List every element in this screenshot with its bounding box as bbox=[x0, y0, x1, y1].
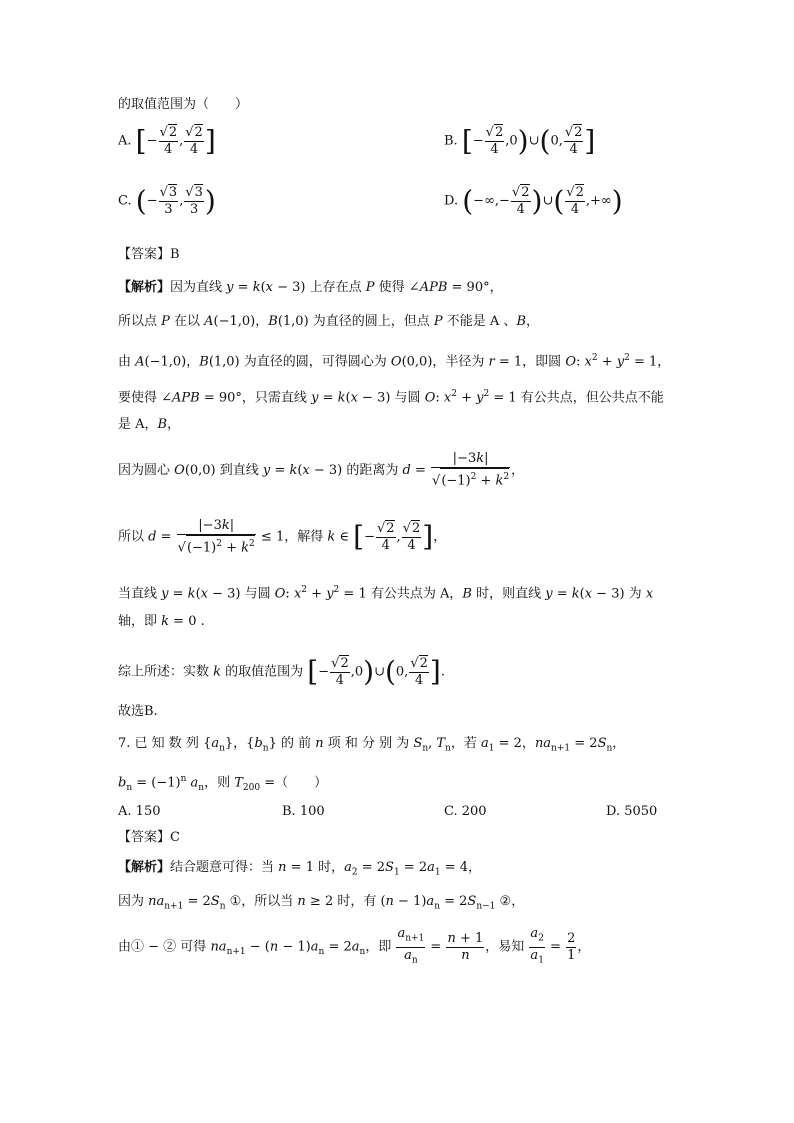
q7-solution-line-2: 因为 $na_{n+1} = 2S_n$ ①，所以当 n ≥ 2 时，有 $(n - 1)a_n = 2S_{n-1}$ ②， bbox=[118, 894, 525, 912]
q6-solution-line-9: 轴，即 k = 0 . bbox=[118, 614, 205, 629]
q7-option-a: A. 150 bbox=[118, 804, 161, 819]
q6-solution-line-4: 要使得 ∠APB = 90°，只需直线 y = k(x − 3) 与圆 O: $x^2 + y^2 = 1$ 有公共点，但公共点不能 bbox=[118, 389, 664, 406]
q6-solution-line-7: 所以 d = $\frac{|-3k|}{√(-1)^2 + k^2}$ ≤ 1，解得 k ∈ [− $\frac{√2}{4}$ , $\frac{√2}{4}$ ]， bbox=[118, 517, 447, 556]
q7-stem: 7. 已 知 数 列 $\{a_n\}$，$\{b_n\}$ 的 前 n 项 和 分 别 为 $S_n$, $T_n$，若 $a_1 = 2$，$na_{n+1} = 2S_n$， bbox=[118, 736, 626, 754]
q6-option-a: A. [− $\frac{√2}{4}$ , $\frac{√2}{4}$ ] bbox=[118, 124, 216, 158]
q6-solution-line-6: 因为圆心 O(0,0) 到直线 y = k(x − 3) 的距离为 d = $\frac{|-3k|}{√(-1)^2 + k^2}$ ， bbox=[118, 451, 525, 489]
q7-option-c: C. 200 bbox=[444, 804, 487, 819]
question-number: 7. bbox=[118, 736, 131, 751]
q7-solution-line-1: 【解析】结合题意可得：当 n = 1 时，$a_2 = 2S_1 = 2a_1 = 4$， bbox=[118, 860, 482, 878]
q6-solution-line-8: 当直线 y = k(x − 3) 与圆 O: $x^2 + y^2 = 1$ 有公共点为 A，B 时，则直线 y = k(x − 3) 为 x bbox=[118, 585, 654, 602]
option-label: C. bbox=[118, 193, 132, 209]
q6-solution-line-11: 故选B. bbox=[118, 704, 158, 719]
q6-solution-line-5: 是 A，B， bbox=[118, 417, 181, 432]
q7-solution-line-3: 由① − ② 可得 $na_{n+1} - (n - 1)a_n = 2a_n$，即 $\frac{a_{n+1}}{a_n}$ = $\frac{n + 1}{n}$ ，易知 $\frac{a_2}{a_1}$ = $\frac{2}{1}$ ， bbox=[118, 926, 591, 966]
q6-answer: 【答案】B bbox=[118, 247, 180, 262]
q6-stem-tail: 的取值范围为（ ） bbox=[118, 97, 249, 112]
q6-option-d: D. (−∞,− $\frac{√2}{4}$ )∪( $\frac{√2}{4}$ ,+∞) bbox=[444, 184, 623, 218]
q7-answer: 【答案】C bbox=[118, 830, 180, 845]
solution-head: 【解析】 bbox=[118, 280, 171, 295]
q7-option-d: D. 5050 bbox=[606, 804, 658, 819]
option-label: A. bbox=[118, 133, 132, 149]
q7-stem-line-2: $b_n = (-1)^n$ $a_n$，则 $T_{200}$ =（ ） bbox=[118, 774, 328, 793]
q6-solution-line-10: 综上所述：实数 k 的取值范围为 [− $\frac{√2}{4}$ ,0)∪(0, $\frac{√2}{4}$ ]. bbox=[118, 655, 445, 688]
q6-option-c: C. (− $\frac{√3}{3}$ , $\frac{√3}{3}$ ) bbox=[118, 184, 216, 218]
q6-solution-line-2: 所以点 P 在以 A(−1,0)，B(1,0) 为直径的圆上，但点 P 不能是 A 、B， bbox=[118, 314, 540, 329]
q6-solution-line-1: 【解析】因为直线 y = k(x − 3) 上存在点 P 使得 ∠APB = 90°， bbox=[118, 280, 503, 295]
q6-solution-line-3: 由 A(−1,0)，B(1,0) 为直径的圆，可得圆心为 O(0,0)，半径为 r = 1，即圆 O: $x^2 + y^2 = 1$， bbox=[118, 353, 671, 370]
option-label: B. bbox=[444, 133, 458, 149]
option-label: D. bbox=[444, 193, 459, 209]
q6-option-b: B. [− $\frac{√2}{4}$ ,0)∪(0, $\frac{√2}{4}$ ] bbox=[444, 124, 596, 158]
q7-option-b: B. 100 bbox=[282, 804, 325, 819]
solution-head: 【解析】 bbox=[118, 860, 171, 875]
